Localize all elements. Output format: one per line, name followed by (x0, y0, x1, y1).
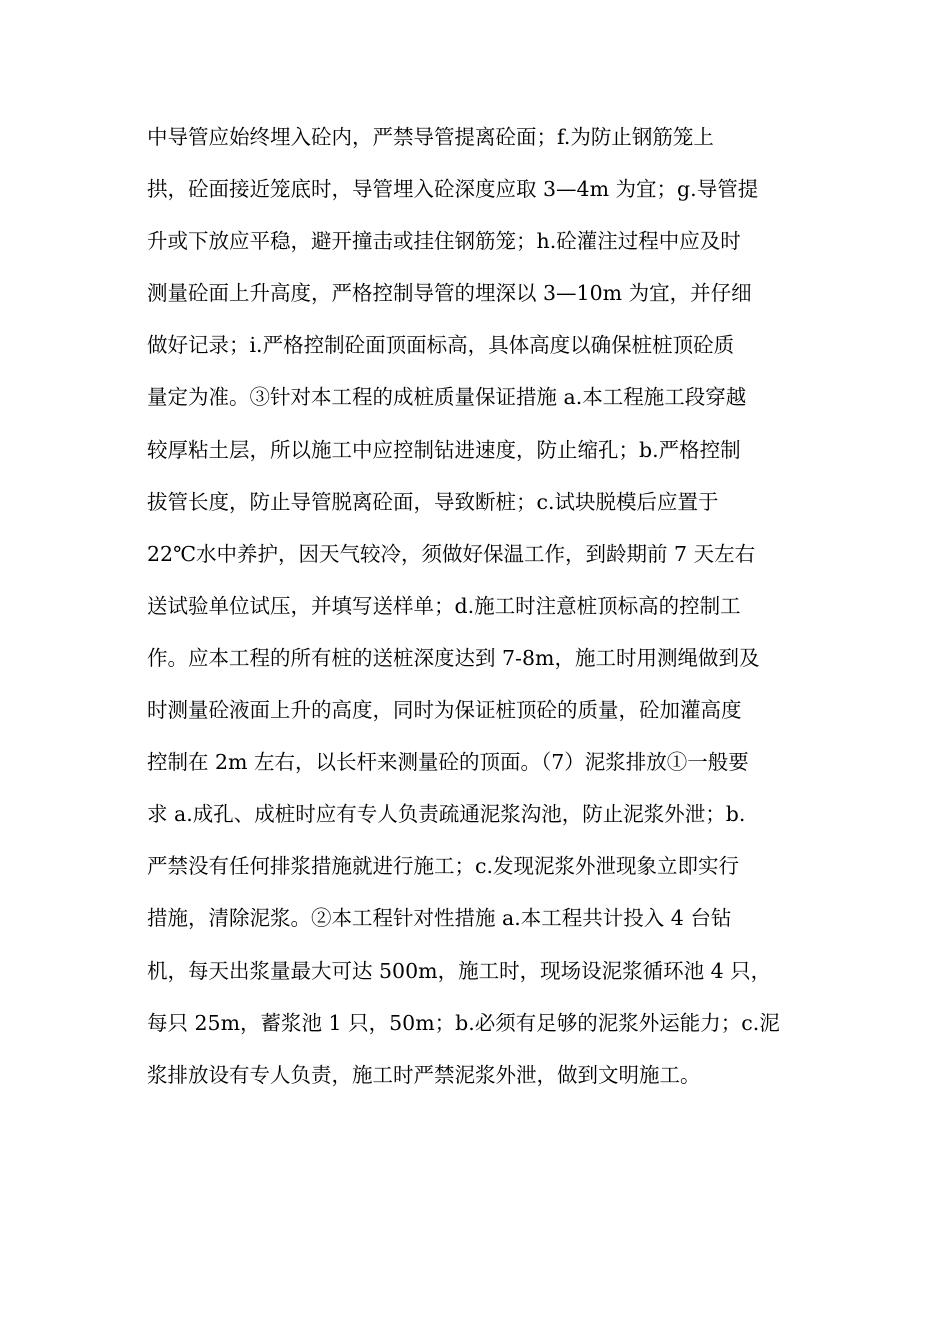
text-line: 措施，清除泥浆。②本工程针对性措施 a.本工程共计投入 4 台钻 (147, 906, 732, 931)
text-line: 做好记录；i.严格控制砼面顶面标高，具体高度以确保桩桩顶砼质 (147, 333, 735, 358)
text-line: 机，每天出浆量最大可达 500m，施工时，现场设泥浆循环池 4 只， (147, 958, 772, 983)
text-line: 时测量砼液面上升的高度，同时为保证桩顶砼的质量，砼加灌高度 (147, 698, 742, 723)
text-line: 浆排放设有专人负责，施工时严禁泥浆外泄，做到文明施工。 (147, 1062, 701, 1087)
body-paragraph (147, 118, 817, 1108)
text-line: 作。应本工程的所有桩的送桩深度达到 7-8m，施工时用测绳做到及 (147, 645, 760, 670)
text-line: 严禁没有任何排浆措施就进行施工；c.发现泥浆外泄现象立即实行 (147, 854, 739, 879)
text-line: 拔管长度，防止导管脱离砼面，导致断桩；c.试块脱模后应置于 (147, 489, 719, 514)
text-line: 中导管应始终埋入砼内，严禁导管提离砼面；f.为防止钢筋笼上 (147, 125, 714, 149)
text-line: 较厚粘土层，所以施工中应控制钻进速度，防止缩孔；b.严格控制 (147, 437, 741, 462)
text-line: 测量砼面上升高度，严格控制导管的埋深以 3—10m 为宜，并仔细 (147, 281, 752, 306)
text-line: 拱，砼面接近笼底时，导管埋入砼深度应取 3—4m 为宜；g.导管提 (147, 177, 759, 202)
text-line: 量定为准。③针对本工程的成桩质量保证措施 a.本工程施工段穿越 (147, 385, 747, 410)
text-line: 送试验单位试压，并填写送样单；d.施工时注意桩顶标高的控制工 (147, 593, 741, 618)
text-line: 控制在 2m 左右，以长杆来测量砼的顶面。（7）泥浆排放①一般要 (147, 750, 749, 775)
text-line: 升或下放应平稳，避开撞击或挂住钢筋笼；h.砼灌注过程中应及时 (147, 229, 741, 254)
text-line: 22℃水中养护，因天气较冷，须做好保温工作，到龄期前 7 天左右 (147, 541, 756, 566)
text-line: 求 a.成孔、成桩时应有专人负责疏通泥浆沟池，防止泥浆外泄；b. (147, 802, 746, 827)
text-line: 每只 25m，蓄浆池 1 只，50m；b.必须有足够的泥浆外运能力；c.泥 (147, 1010, 780, 1035)
